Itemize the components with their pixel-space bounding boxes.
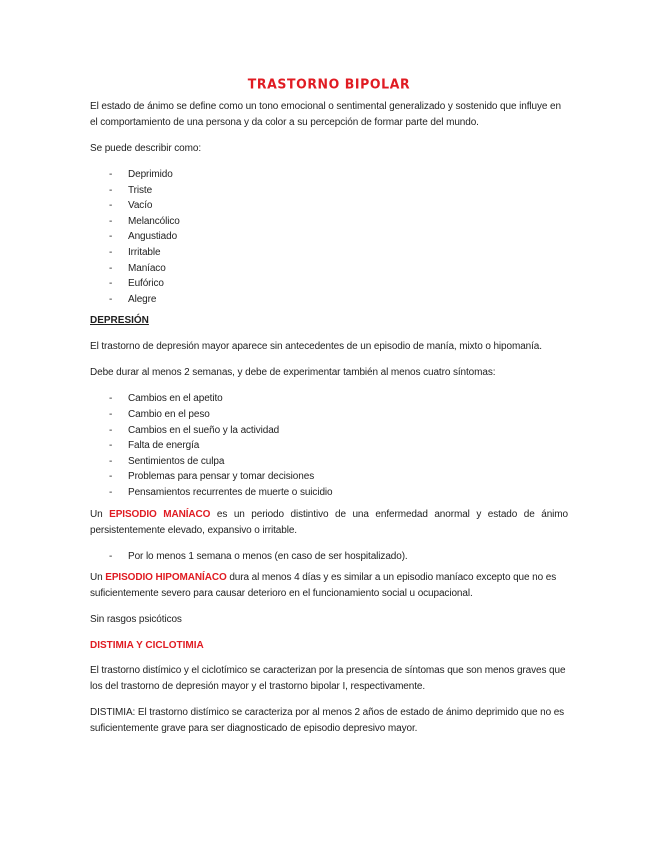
list-item xyxy=(90,438,568,454)
list-item xyxy=(90,167,568,183)
list-item xyxy=(90,183,568,199)
list-item-text: Problemas para pensar y tomar decisiones xyxy=(128,471,315,483)
depresion-paragraph-1: El trastorno de depresión mayor aparece sin antecedentes de un episodio de manía, mixto o hipomanía. xyxy=(90,341,542,353)
dash-bullet: - xyxy=(109,278,113,290)
list-item-text: Vacío xyxy=(128,200,153,212)
list-item-text: Maníaco xyxy=(128,262,166,274)
sin-rasgos-text: Sin rasgos psicóticos xyxy=(90,614,182,626)
maniaco-prefix: Un xyxy=(90,508,103,520)
list-item xyxy=(90,407,568,423)
dash-bullet: - xyxy=(109,471,113,483)
dash-bullet: - xyxy=(109,231,113,243)
dash-bullet: - xyxy=(109,184,113,196)
dash-bullet: - xyxy=(109,393,113,405)
list-item xyxy=(90,245,568,261)
dash-bullet: - xyxy=(109,486,113,498)
list-item-text: Cambio en el peso xyxy=(128,408,210,420)
list-item-text: Eufórico xyxy=(128,278,164,290)
mood-list xyxy=(90,167,568,307)
list-item xyxy=(90,454,568,470)
dash-bullet: - xyxy=(109,408,113,420)
dash-bullet: - xyxy=(109,169,113,180)
dash-bullet: - xyxy=(109,200,113,212)
maniaco-term: EPISODIO MANÍACO xyxy=(109,508,211,520)
document-body xyxy=(90,76,568,747)
distimia-paragraph-1: El trastorno distímico y el ciclotímico se caracterizan por la presencia de síntomas que son menos graves que los del trastorno de depresión mayor y el trastorno bipolar I, respectivamente. xyxy=(90,665,566,693)
symptom-list xyxy=(90,391,568,500)
list-item-text: Sentimientos de culpa xyxy=(128,455,225,467)
list-item xyxy=(90,276,568,292)
list-item xyxy=(90,214,568,230)
list-item-text: Deprimido xyxy=(128,169,173,180)
dash-bullet: - xyxy=(109,262,113,274)
list-item xyxy=(90,261,568,277)
depresion-heading: DEPRESIÓN xyxy=(90,315,149,327)
maniaco-list xyxy=(90,549,568,565)
depresion-paragraph-2: Debe durar al menos 2 semanas, y debe de experimentar también al menos cuatro síntomas: xyxy=(90,367,496,379)
list-item-text: Cambios en el apetito xyxy=(128,393,223,405)
dash-bullet: - xyxy=(109,424,113,436)
document-title: TRASTORNO BIPOLAR xyxy=(247,75,411,92)
dash-bullet: - xyxy=(109,215,113,227)
dash-bullet: - xyxy=(109,246,113,258)
describe-label: Se puede describir como: xyxy=(90,143,201,154)
list-item-text: Irritable xyxy=(128,246,161,258)
list-item xyxy=(90,198,568,214)
list-item-text: Alegre xyxy=(128,293,157,305)
dash-bullet: - xyxy=(109,455,113,467)
list-item-text: Por lo menos 1 semana o menos (en caso de ser hospitalizado). xyxy=(128,550,408,562)
list-item xyxy=(90,292,568,308)
list-item-text: Triste xyxy=(128,184,153,196)
list-item-text: Melancólico xyxy=(128,215,180,227)
maniaco-paragraph xyxy=(90,507,568,539)
list-item-text: Pensamientos recurrentes de muerte o suicidio xyxy=(128,486,333,498)
intro-paragraph: El estado de ánimo se define como un tono emocional o sentimental generalizado y sostenido que influye en el comportamiento de una persona y da color a su percepción de formar parte del mundo. xyxy=(90,101,561,128)
list-item xyxy=(90,229,568,245)
dash-bullet: - xyxy=(109,440,113,452)
distimia-heading: DISTIMIA Y CICLOTIMIA xyxy=(90,640,204,652)
hipomaniaco-prefix: Un xyxy=(90,572,103,584)
list-item xyxy=(90,485,568,501)
dash-bullet: - xyxy=(109,550,113,562)
list-item-text: Cambios en el sueño y la actividad xyxy=(128,424,280,436)
list-item xyxy=(90,391,568,407)
list-item xyxy=(90,423,568,439)
distimia-paragraph-2: DISTIMIA: El trastorno distímico se caracteriza por al menos 2 años de estado de ánimo deprimido que no es suficientemente grave para ser diagnosticado de episodio depresivo mayor. xyxy=(90,707,565,735)
maniaco-rest: es un periodo distintivo de una enfermedad anormal y estado de ánimo persistentemente elevado, expansivo o irritable. xyxy=(90,508,568,536)
dash-bullet: - xyxy=(109,293,113,305)
list-item-text: Angustiado xyxy=(128,231,178,243)
hipomaniaco-rest: dura al menos 4 días y es similar a un episodio maníaco excepto que no es suficientemente severo para causar deterioro en el funcionamiento social u ocupacional. xyxy=(90,572,557,600)
list-item-text: Falta de energía xyxy=(128,440,200,452)
list-item xyxy=(90,549,568,565)
hipomaniaco-term: EPISODIO HIPOMANÍACO xyxy=(105,572,227,584)
list-item xyxy=(90,469,568,485)
hipomaniaco-paragraph xyxy=(90,570,568,602)
